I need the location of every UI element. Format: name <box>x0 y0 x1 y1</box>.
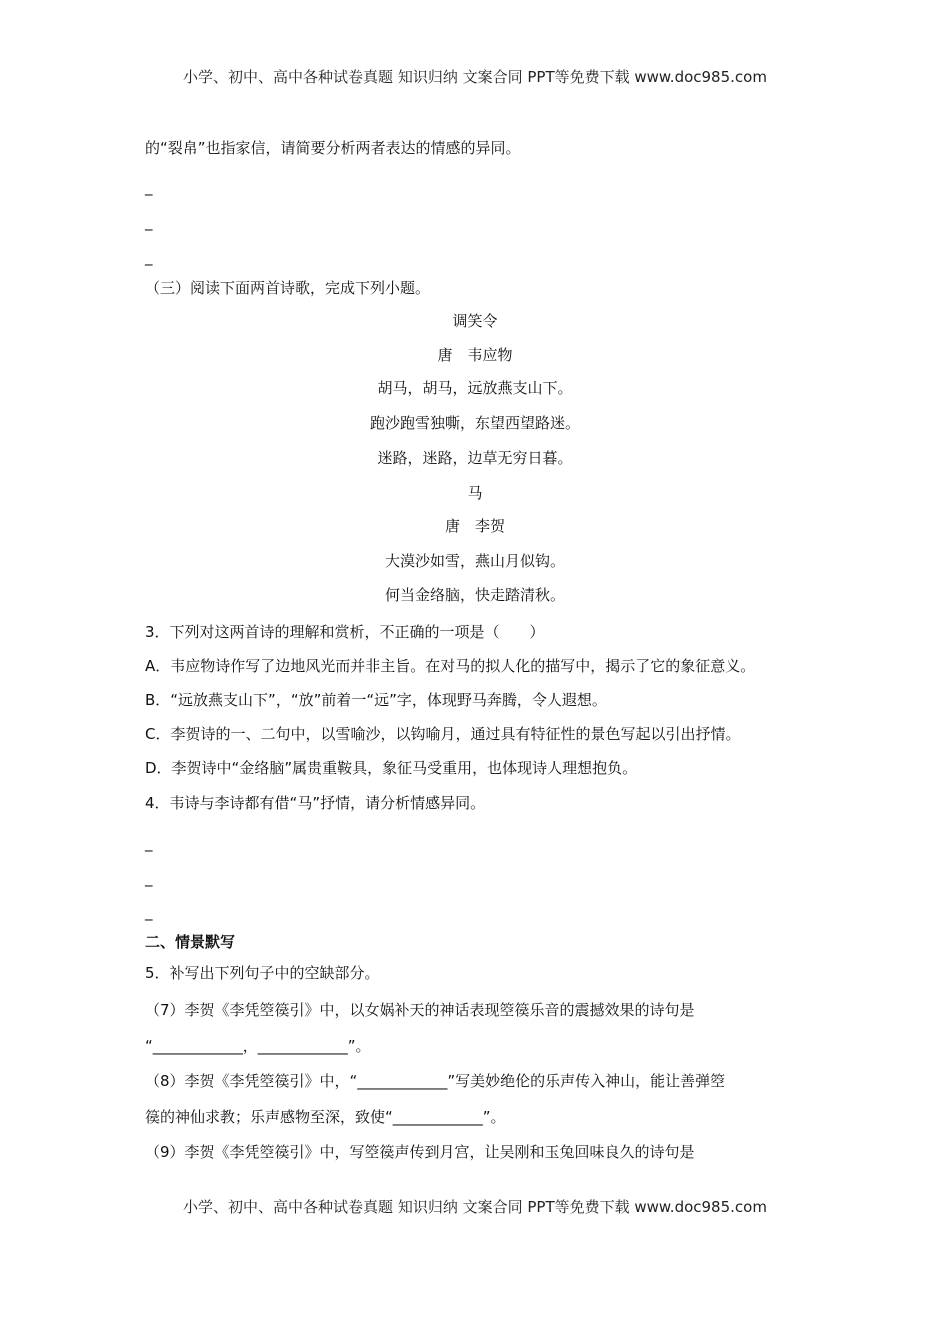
answer-line: _ <box>145 178 153 196</box>
question-text: 的“裂帛”也指家信，请简要分析两者表达的情感的异同。 <box>145 139 521 157</box>
section-heading: 二、情景默写 <box>145 933 236 951</box>
option-c: C．李贺诗的一、二句中，以雪喻沙，以钩喻月，通过具有特征性的景色写起以引出抒情。 <box>145 725 741 743</box>
answer-line: _ <box>145 248 153 266</box>
question-4: 4．韦诗与李诗都有借“马”抒情，请分析情感异同。 <box>145 794 486 812</box>
poem-line: 迷路，迷路，边草无穷日暮。 <box>377 449 573 467</box>
option-a: A．韦应物诗作写了边地风光而并非主旨。在对马的拟人化的描写中，揭示了它的象征意义。 <box>145 657 756 675</box>
poem-author: 唐 李贺 <box>444 517 505 535</box>
poem-line: 跑沙跑雪独嘶，东望西望路迷。 <box>369 414 580 432</box>
option-d: D．李贺诗中“金络脑”属贵重鞍具，象征马受重用，也体现诗人理想抱负。 <box>145 759 638 777</box>
answer-line: _ <box>145 834 153 852</box>
fill-blank: “____________，____________”。 <box>145 1037 371 1055</box>
section-instruction: （三）阅读下面两首诗歌，完成下列小题。 <box>145 279 431 297</box>
answer-line: _ <box>145 213 153 231</box>
sub-question-8: （8）李贺《李凭箜篌引》中，“____________”写美妙绝伦的乐声传入神山，能让善弹箜 <box>145 1072 726 1090</box>
sub-question-9: （9）李贺《李凭箜篌引》中，写箜篌声传到月宫，让吴刚和玉兔回味良久的诗句是 <box>145 1143 695 1161</box>
option-b: B．“远放燕支山下”，“放”前着一“远”字，体现野马奔腾，令人遐想。 <box>145 691 607 709</box>
page-header: 小学、初中、高中各种试卷真题 知识归纳 文案合同 PPT等免费下载 www.doc985.com <box>183 68 767 86</box>
answer-line: _ <box>145 903 153 921</box>
question-5: 5．补写出下列句子中的空缺部分。 <box>145 964 380 982</box>
page-footer: 小学、初中、高中各种试卷真题 知识归纳 文案合同 PPT等免费下载 www.doc985.com <box>183 1198 767 1216</box>
poem-author: 唐 韦应物 <box>437 346 513 364</box>
poem-title: 马 <box>467 484 483 502</box>
poem-line: 大漠沙如雪，燕山月似钩。 <box>384 552 565 570</box>
sub-question-7: （7）李贺《李凭箜篌引》中，以女娲补天的神话表现箜篌乐音的震撼效果的诗句是 <box>145 1001 695 1019</box>
sub-question-8-cont: 篌的神仙求教；乐声感物至深，致使“____________”。 <box>145 1108 506 1126</box>
question-3: 3．下列对这两首诗的理解和赏析，不正确的一项是（ ） <box>145 623 545 641</box>
answer-line: _ <box>145 869 153 887</box>
poem-line: 何当金络脑，快走踏清秋。 <box>384 586 565 604</box>
poem-line: 胡马，胡马，远放燕支山下。 <box>377 379 573 397</box>
poem-title: 调笑令 <box>452 312 498 330</box>
